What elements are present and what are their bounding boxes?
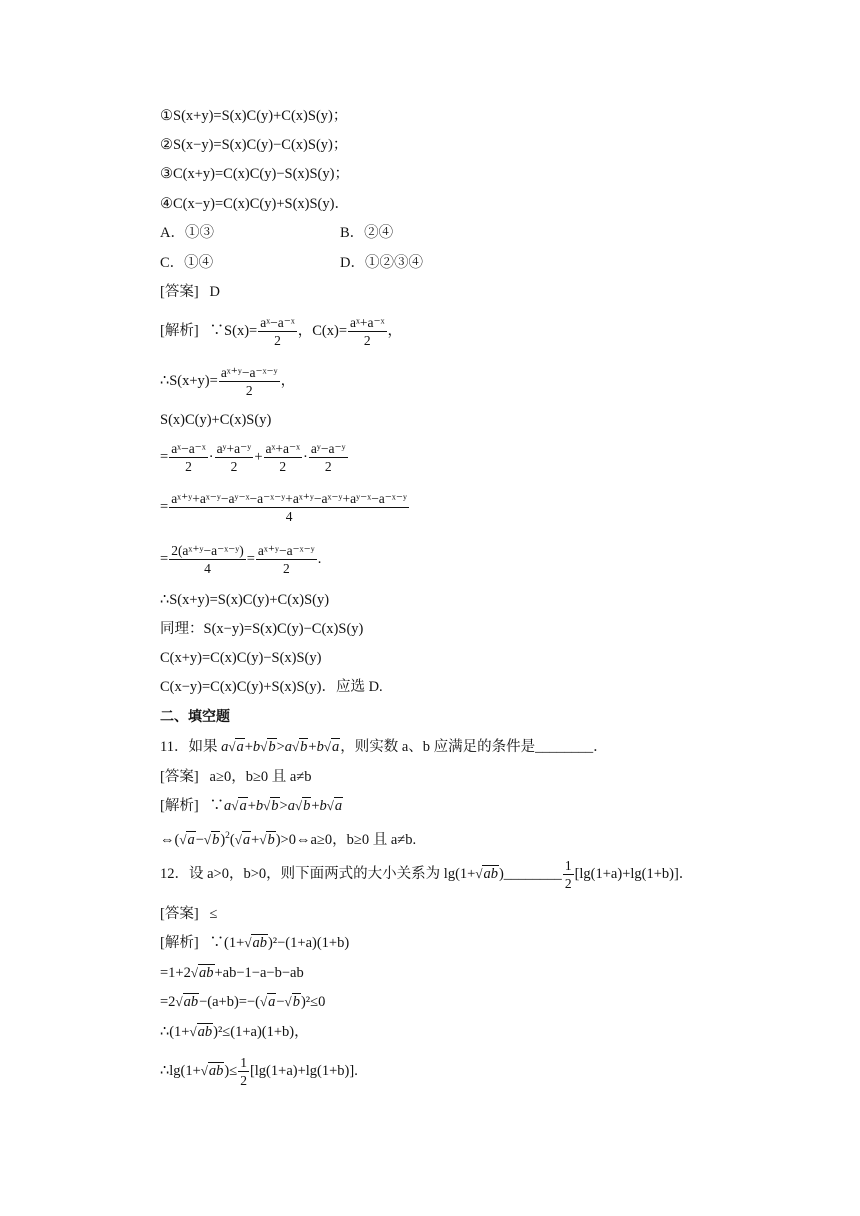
option-b: B．②④ [340, 225, 394, 241]
expanded-denominator: 4 [285, 509, 293, 525]
frac-sy-num: aʸ−a⁻ʸ [310, 441, 346, 457]
option-c: C．①④ [160, 255, 214, 271]
final-numerator: aˣ⁺ʸ−a⁻ˣ⁻ʸ [257, 543, 315, 559]
expanded-numerator: aˣ⁺ʸ+aˣ⁻ʸ−aʸ⁻ˣ−a⁻ˣ⁻ʸ+aˣ⁺ʸ−aˣ⁻ʸ+aʸ⁻ˣ−a⁻ˣ⁻ʸ [171, 491, 407, 507]
c-def-fraction [348, 314, 387, 349]
s-sum-denominator: 2 [245, 383, 253, 399]
q12-stem-prefix: 设 a>0，b>0，则下面两式的大小关系为 lg(1+ [189, 866, 476, 882]
frac-cy-den: 2 [230, 459, 238, 475]
frac-cx-num: aˣ+a⁻ˣ [265, 441, 301, 457]
step5-pre: ∴lg(1+ [160, 1063, 201, 1079]
half-fraction [238, 1054, 249, 1089]
sqrt-a: √a [234, 832, 251, 848]
c-def-numerator: aˣ+a⁻ˣ [350, 315, 385, 331]
frac-sy-den: 2 [324, 459, 332, 475]
sqrt-a: √a [326, 798, 343, 814]
s-def-fraction [258, 314, 297, 349]
sqrt-a: √a [231, 798, 247, 814]
frac-sx [169, 440, 208, 475]
equals: = [160, 449, 169, 465]
half-den: 2 [240, 1073, 247, 1089]
s-sum-lhs: S(x+y)= [169, 373, 218, 389]
section-title: 二、填空题 [160, 709, 230, 725]
identity-2: ②S(x−y)=S(x)C(y)−C(x)S(y)； [160, 137, 348, 153]
s-def-lhs: S(x)= [224, 323, 258, 339]
q11-equivalence-line: $\Leftrightarrow(√a-√b)^2(√a+√b)>0\Leftrightarrow a\ge 0$，b≥0 且 a≠b. [160, 831, 417, 848]
sqrt-b: √b [259, 832, 275, 848]
frac-sy [309, 440, 348, 475]
answer-label: [答案] [160, 284, 199, 300]
sqrt-a: √a [179, 832, 195, 848]
q12-step-1 [160, 933, 349, 953]
q12-step-4 [160, 1022, 309, 1042]
sqrt-ab: √ab [189, 1024, 213, 1040]
sqrt-ab: √ab [190, 965, 214, 981]
q10-conclusion-3: C(x+y)=C(x)C(y)−S(x)S(y) [160, 650, 322, 666]
half-num: 1 [564, 858, 572, 874]
q11-stem: 11．如果 a√a+b√b>a√b+b√a，则实数 a、b 应满足的条件是________． [160, 739, 608, 755]
answer-label: [答案] [160, 906, 199, 922]
q10-conclusion-4: C(x−y)=C(x)C(y)+S(x)S(y)．应选 D. [160, 679, 383, 695]
frac-sx-num: aˣ−a⁻ˣ [171, 441, 206, 457]
period: . [317, 551, 322, 567]
final-denominator: 2 [282, 561, 290, 577]
sqrt-ab: √ab [175, 994, 199, 1010]
expanded-fraction [169, 490, 409, 525]
frac-sx-den: 2 [185, 459, 192, 475]
analysis-label: [解析] [160, 798, 199, 814]
step2-pre: =1+2 [160, 965, 191, 981]
q10-analysis-definitions [160, 312, 402, 350]
half-num: 1 [240, 1055, 247, 1071]
frac-cy-num: aʸ+a⁻ʸ [216, 441, 252, 457]
q12-step-5 [160, 1052, 358, 1090]
sqrt-b: √b [284, 994, 300, 1010]
step5-mid: )≤ [224, 1063, 238, 1079]
sqrt-b: √b [294, 798, 311, 814]
because-symbol: ∵ [209, 323, 225, 339]
sqrt-b: √b [292, 739, 308, 755]
comma: ， [387, 323, 403, 339]
q12-step-3: =2√ab−(a+b)=−(√a−√b)²≤0 [160, 994, 326, 1010]
dot: · [303, 449, 308, 465]
sqrt-ab: √ab [200, 1063, 224, 1079]
option-d: D．①②③④ [340, 255, 423, 271]
q11-analysis-tail: ⇔a≥0，b≥0 且 a≠b. [295, 832, 417, 848]
analysis-label: [解析] [160, 935, 199, 951]
simplified-denominator: 4 [204, 561, 211, 577]
answer-value: ≤ [209, 906, 218, 922]
step4-post: )²≤(1+a)(1+b)， [213, 1024, 309, 1040]
equals: = [246, 551, 255, 567]
c-def-lhs: ，C(x)= [297, 323, 347, 339]
step5-post: [lg(1+a)+lg(1+b)]. [249, 1063, 358, 1079]
c-def-denominator: 2 [363, 333, 371, 349]
analysis-label: [解析] [160, 323, 199, 339]
q12-stem-suffix: [lg(1+a)+lg(1+b)]． [574, 866, 694, 882]
sqrt-a: √a [259, 994, 276, 1010]
q10-expression-line: S(x)C(y)+C(x)S(y) [160, 412, 272, 428]
sqrt-b: √b [263, 798, 279, 814]
final-fraction [256, 542, 317, 577]
q10-answer-line [160, 282, 220, 302]
sqrt-b: √b [203, 832, 220, 848]
sqrt-a: √a [228, 739, 244, 755]
identity-3: ③C(x+y)=C(x)C(y)−S(x)S(y)； [160, 166, 349, 182]
half-fraction [563, 857, 574, 892]
dot: · [208, 449, 214, 465]
step1-post: )²−(1+a)(1+b) [267, 935, 350, 951]
sqrt-a: √a [323, 739, 340, 755]
simplified-fraction [169, 542, 246, 577]
plus: + [254, 449, 263, 465]
frac-cx [264, 440, 303, 475]
q11-stem-prefix: 如果 [188, 739, 222, 755]
step3-pre: =2 [160, 994, 176, 1010]
step1-pre: ∵(1+ [209, 935, 245, 951]
frac-cy [215, 440, 254, 475]
q10-conclusion-1: ∴S(x+y)=S(x)C(y)+C(x)S(y) [160, 592, 330, 608]
q11-answer-line [160, 767, 312, 787]
q12-answer-line [160, 904, 218, 924]
q12-stem-mid: )________ [498, 866, 562, 882]
q10-simplified-line [160, 540, 321, 578]
frac-cx-den: 2 [279, 459, 287, 475]
equals: = [160, 499, 169, 515]
q11-analysis-line: [解析] ∵a√a+b√b>a√b+b√a [160, 798, 343, 814]
q12-step-2 [160, 963, 304, 983]
q11-number: 11． [160, 739, 189, 755]
s-def-denominator: 2 [274, 333, 281, 349]
q10-s-sum-line [160, 362, 295, 400]
identity-1: ①S(x+y)=S(x)C(y)+C(x)S(y)； [160, 108, 348, 124]
answer-value: D [209, 284, 221, 300]
q12-number: 12． [160, 866, 189, 882]
simplified-numerator: 2(aˣ⁺ʸ−a⁻ˣ⁻ʸ) [171, 543, 244, 559]
option-a: A．①③ [160, 225, 214, 241]
comma: ， [280, 373, 296, 389]
q10-conclusion-2: 同理：S(x−y)=S(x)C(y)−C(x)S(y) [160, 621, 364, 637]
therefore-symbol: ∴ [160, 373, 170, 389]
step2-post: +ab−1−a−b−ab [214, 965, 304, 981]
sqrt-ab: √ab [244, 935, 267, 951]
sqrt-ab: √ab [475, 866, 498, 882]
identity-4: ④C(x−y)=C(x)C(y)+S(x)S(y)． [160, 196, 349, 212]
answer-label: [答案] [160, 769, 199, 785]
half-den: 2 [564, 876, 572, 892]
step3-mid: −(a+b)=−( [199, 994, 260, 1010]
sqrt-b: √b [260, 739, 276, 755]
q11-stem-suffix: ，则实数 a、b 应满足的条件是________． [340, 739, 608, 755]
q10-expanded-line [160, 488, 410, 526]
step4-pre: ∴(1+ [160, 1024, 190, 1040]
equals: = [160, 551, 169, 567]
step3-post: )²≤0 [300, 994, 326, 1010]
s-def-numerator: aˣ−a⁻ˣ [260, 315, 295, 331]
s-sum-numerator: aˣ⁺ʸ−a⁻ˣ⁻ʸ [220, 365, 278, 381]
q10-product-line [160, 438, 349, 476]
answer-value: a≥0，b≥0 且 a≠b [209, 769, 312, 785]
q12-stem [160, 855, 693, 893]
s-sum-fraction [219, 364, 280, 399]
